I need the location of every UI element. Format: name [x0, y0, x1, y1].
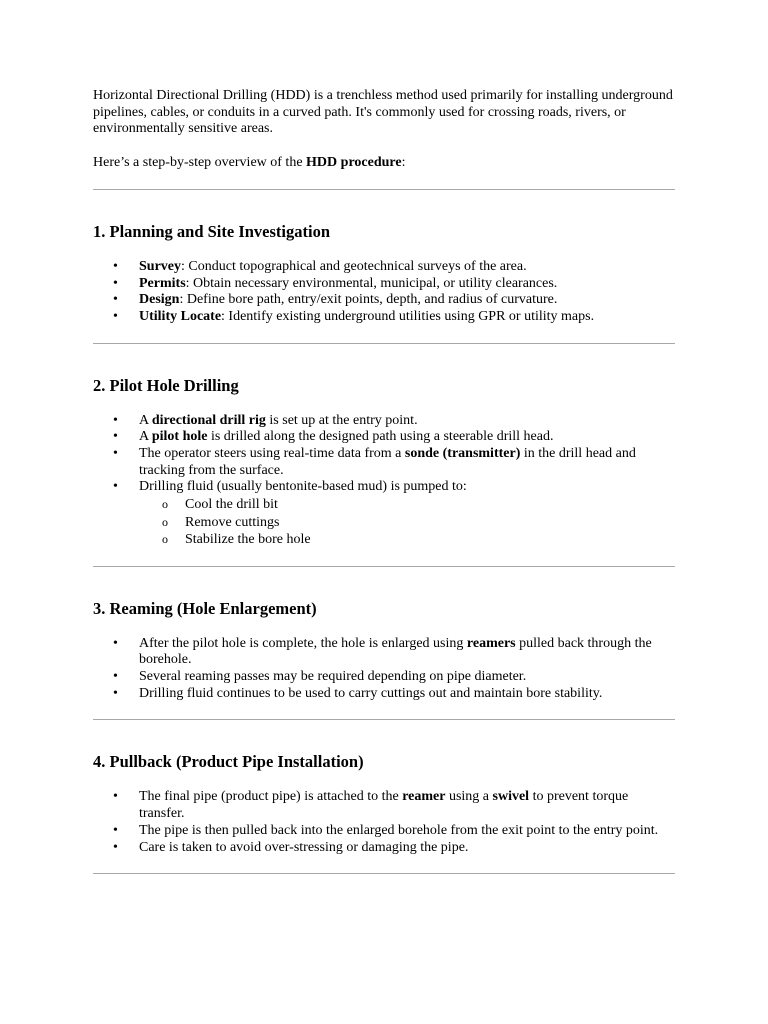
item-text: A: [139, 429, 152, 445]
list-item: [93, 636, 675, 669]
divider: [93, 189, 675, 190]
bullet-list: [93, 259, 675, 326]
bullet-list: [93, 413, 675, 549]
item-text: : Identify existing underground utilities using GPR or utility maps.: [221, 308, 595, 324]
list-item: • Care is taken to avoid over-stressing or damaging the pipe.: [93, 840, 675, 857]
item-text: : Define bore path, entry/exit points, depth, and radius of curvature.: [179, 292, 558, 308]
item-text: is drilled along the designed path using a steerable drill head.: [207, 429, 554, 445]
section-heading: 4. Pullback (Product Pipe Installation): [93, 752, 364, 772]
section-heading: 2. Pilot Hole Drilling: [93, 375, 239, 395]
section-heading: 3. Reaming (Hole Enlargement): [93, 598, 317, 618]
list-item: [93, 479, 675, 548]
list-item: [93, 413, 675, 430]
list-item: • Drilling fluid continues to be used to carry cuttings out and maintain bore stability.: [93, 686, 675, 703]
overview-line: [93, 155, 675, 172]
item-text: The final pipe (product pipe) is attached to the: [139, 789, 403, 805]
list-item: [93, 429, 675, 446]
item-text: Drilling fluid (usually bentonite-based mud) is pumped to:: [139, 479, 467, 495]
divider: [93, 343, 675, 344]
item-term: pilot hole: [151, 429, 208, 445]
list-item: [93, 276, 675, 293]
bullet-list: [93, 789, 675, 856]
item-text: to prevent torque transfer.: [139, 789, 629, 822]
item-term: swivel: [492, 789, 530, 805]
item-term: Design: [139, 292, 180, 308]
divider: [93, 719, 675, 720]
overview-post: :: [401, 155, 406, 171]
overview-pre: Here’s a step-by-step overview of the: [93, 155, 307, 171]
list-item: [93, 789, 675, 822]
item-term: Survey: [139, 258, 181, 274]
sub-list-item: o Remove cuttings: [139, 514, 675, 532]
intro-paragraph: Horizontal Directional Drilling (HDD) is a trenchless method used primarily for installing underground pipelines, cables, or conduits in a curved path. It's commonly used for crossing roads, rivers, or environmentally sensitive areas.: [93, 88, 673, 137]
item-text: is set up at the entry point.: [265, 412, 418, 428]
section-heading: 1. Planning and Site Investigation: [93, 221, 331, 241]
item-text: using a: [445, 789, 493, 805]
item-text: After the pilot hole is complete, the hole is enlarged using: [139, 635, 467, 651]
item-text: : Obtain necessary environmental, municipal, or utility clearances.: [185, 275, 558, 291]
item-text: : Conduct topographical and geotechnical surveys of the area.: [181, 258, 527, 274]
item-text: The operator steers using real-time data from a: [139, 446, 405, 462]
divider: [93, 566, 675, 567]
item-term: Utility Locate: [139, 308, 222, 324]
item-term: Permits: [139, 275, 186, 291]
list-item: [93, 259, 675, 276]
list-item: • Several reaming passes may be required depending on pipe diameter.: [93, 669, 675, 686]
item-text: in the drill head and tracking from the surface.: [139, 446, 636, 478]
list-item: [93, 446, 675, 479]
item-text: pulled back through the borehole.: [139, 635, 652, 668]
bullet-list: [93, 636, 675, 703]
list-item: [93, 309, 675, 326]
list-item: • The pipe is then pulled back into the enlarged borehole from the exit point to the entry point.: [93, 823, 675, 840]
list-item: [93, 292, 675, 309]
document-page: [93, 88, 675, 874]
sub-list: [139, 496, 675, 549]
overview-bold: HDD procedure: [306, 155, 402, 171]
item-term: reamers: [466, 635, 516, 651]
sub-list-item: o Stabilize the bore hole: [139, 531, 675, 549]
sub-list-item: o Cool the drill bit: [139, 496, 675, 514]
item-term: reamer: [402, 789, 446, 805]
item-text: A: [139, 412, 152, 428]
item-term: directional drill rig: [151, 412, 266, 428]
item-term: sonde (transmitter): [404, 446, 521, 462]
divider: [93, 873, 675, 874]
